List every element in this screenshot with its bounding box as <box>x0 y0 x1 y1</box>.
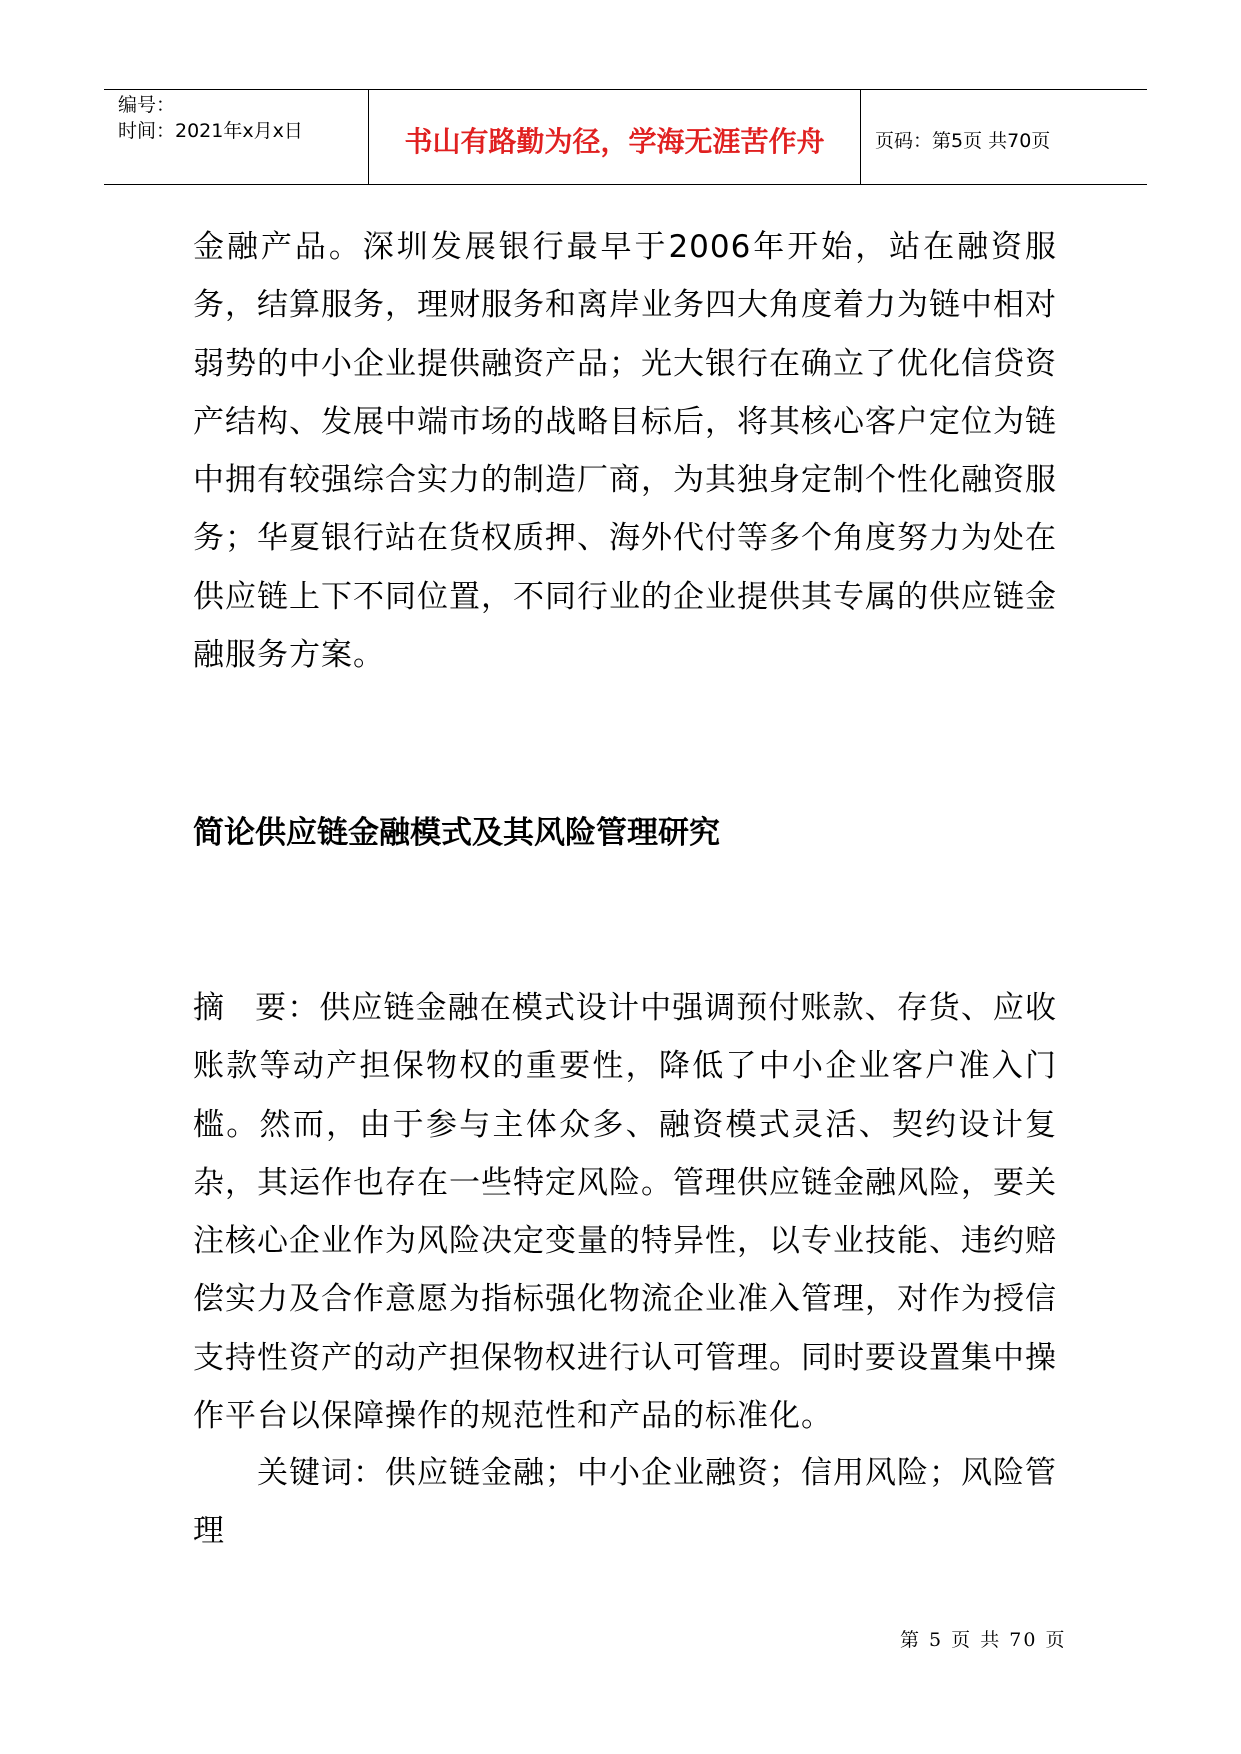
abstract-text: 供应链金融在模式设计中强调预付账款、存货、应收账款等动产担保物权的重要性，降低了中小企业客户准入门槛。然而，由于参与主体众多、融资模式灵活、契约设计复杂，其运作也存在一些特定风险。管理供应链金融风险，要关注核心企业作为风险决定变量的特异性，以专业技能、违约赔偿实力及合作意愿为指标强化物流企业准入管理，对作为授信支持性资产的动产担保物权进行认可管理。同时要设置集中操作平台以保障操作的规范性和产品的标准化。 <box>193 990 1058 1435</box>
abstract-label-first: 摘 <box>193 990 226 1026</box>
keywords-paragraph <box>193 1444 1057 1561</box>
abstract-paragraph <box>193 979 1057 1445</box>
header-middle-cell <box>369 90 861 184</box>
header-motto: 书山有路勤为径，学海无涯苦作舟 <box>404 125 825 158</box>
page-footer-number: 第 5 页 共 70 页 <box>900 1629 1067 1651</box>
abstract-label-second: 要： <box>255 990 320 1026</box>
header-left-cell <box>104 90 369 184</box>
header-page-code: 页码：第5页 共70页 <box>875 130 1051 152</box>
keywords-text: 关键词：供应链金融；中小企业融资；信用风险；风险管理 <box>193 1455 1057 1550</box>
article-title: 简论供应链金融模式及其风险管理研究 <box>193 815 720 851</box>
body-paragraph: 金融产品。深圳发展银行最早于2006年开始，站在融资服务，结算服务，理财服务和离岸业务四大角度着力为链中相对弱势的中小企业提供融资产品；光大银行在确立了优化信贷资产结构、发展中端市场的战略目标后，将其核心客户定位为链中拥有较强综合实力的制造厂商，为其独身定制个性化融资服务；华夏银行站在货权质押、海外代付等多个角度努力为处在供应链上下不同位置，不同行业的企业提供其专属的供应链金融服务方案。 <box>193 229 1057 674</box>
time-label: 时间：2021年x月x日 <box>118 120 303 142</box>
serial-label: 编号： <box>118 94 176 116</box>
header-right-cell <box>861 90 1147 184</box>
page-header <box>104 89 1147 185</box>
